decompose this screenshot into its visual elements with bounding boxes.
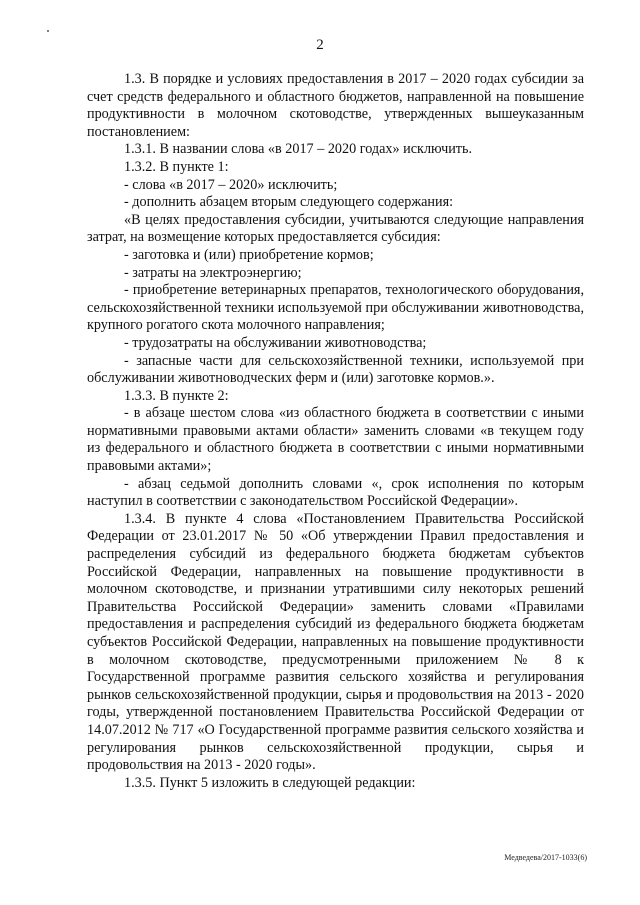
paragraph: - дополнить абзацем вторым следующего содержания:	[124, 194, 454, 211]
paragraph: - заготовка и (или) приобретение кормов;	[124, 246, 374, 263]
paragraph: 1.3.5. Пункт 5 изложить в следующей редакции:	[124, 774, 416, 791]
scan-speck	[47, 30, 49, 32]
paragraph: «В целях предоставления субсидии, учитываются следующие направления затрат, на возмещение которых предоставляется субсидия:	[87, 211, 584, 246]
paragraph: 1.3. В порядке и условиях предоставления в 2017 – 2020 годах субсидии за счет средств федерального и областного бюджетов, направленной на повышение продуктивности в молочном скотоводстве, утвержденных вышеуказанным постановлением:	[87, 71, 584, 140]
paragraph: 1.3.4. В пункте 4 слова «Постановлением Правительства Российской Федерации от 23.01.2017 № 50 «Об утверждении Правил предоставления и распределения субсидий из федерального бюджета бюджетам субъектов Российской Федерации, направленных на повышение продуктивности в молочном скотоводстве, и признании утратившими силу некоторых решений Правительства Российской Федерации» заменить словами «Правилами предоставления и распределения субсидий из федерального бюджета бюджетам субъектов Российской Федерации, направленных на повышение продуктивности в молочном скотоводстве, предусмотренными приложением № 8 к Государственной программе развития сельского хозяйства и регулирования рынков сельскохозяйственной продукции, сырья и продовольствия на 2013 - 2020 годы, утвержденной постановлением Правительства Российской Федерации от 14.07.2012 № 717 «О Государственной программе развития сельского хозяйства и регулирования рынков сельскохозяйственной продукции, сырья и продовольствия на 2013 - 2020 годы».	[87, 510, 584, 774]
paragraph: - затраты на электроэнергию;	[124, 264, 302, 281]
paragraph: 1.3.2. В пункте 1:	[124, 158, 229, 175]
paragraph: - запасные части для сельскохозяйственной техники, используемой при обслуживании животноводческих ферм и (или) заготовке кормов.».	[87, 352, 584, 387]
paragraph: 1.3.1. В названии слова «в 2017 – 2020 годах» исключить.	[124, 141, 473, 158]
page-number: 2	[316, 37, 324, 53]
document-body	[87, 71, 584, 792]
document-footer-code: Медведева/2017-1033(6)	[504, 853, 587, 862]
paragraph: - в абзаце шестом слова «из областного бюджета в соответствии с иными нормативными правовыми актами области» заменить словами «в текущем году из федерального и областного бюджета в соответствии с иными нормативными правовыми актами»;	[87, 405, 584, 475]
paragraph: - слова «в 2017 – 2020» исключить;	[124, 176, 338, 193]
paragraph: 1.3.3. В пункте 2:	[124, 387, 229, 404]
paragraph: - трудозатраты на обслуживании животноводства;	[124, 334, 427, 351]
paragraph: - абзац седьмой дополнить словами «, срок исполнения по которым наступил в соответствии с законодательством Российской Федерации».	[87, 475, 584, 510]
paragraph: - приобретение ветеринарных препаратов, технологического оборудования, сельскохозяйственной техники используемой при обслуживании животноводства, крупного рогатого скота молочного направления;	[87, 282, 584, 334]
